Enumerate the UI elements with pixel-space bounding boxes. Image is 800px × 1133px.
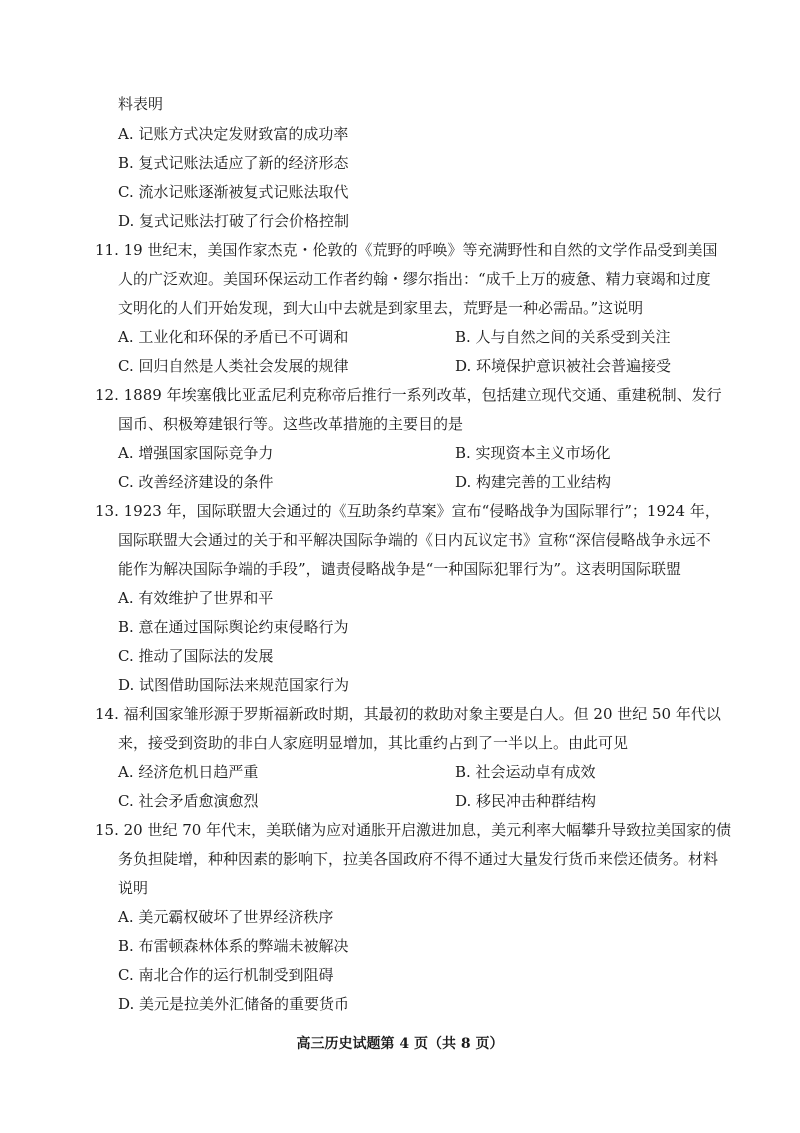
q10-option-b: B. 复式记账法适应了新的经济形态 (118, 154, 349, 172)
q13-option-a: A. 有效维护了世界和平 (118, 589, 274, 607)
q13-stem-line-1: 13. 1923 年，国际联盟大会通过的《互助条约草案》宣布“侵略战争为国际罪行”；1924 年， (95, 502, 720, 520)
q13-stem-line-2: 国际联盟大会通过的关于和平解决国际争端的《日内瓦议定书》宣称“深信侵略战争永远不 (118, 531, 711, 549)
q13-stem-line-3: 能作为解决国际争端的手段”，谴责侵略战争是“一种国际犯罪行为”。这表明国际联盟 (118, 560, 682, 578)
q15-option-c: C. 南北合作的运行机制受到阻碍 (118, 966, 334, 984)
q11-option-a: A. 工业化和环保的矛盾已不可调和 (118, 328, 349, 346)
q14-option-d: D. 移民冲击种群结构 (455, 792, 597, 810)
q15-option-b: B. 布雷顿森林体系的弊端未被解决 (118, 937, 349, 955)
q11-option-d: D. 环境保护意识被社会普遍接受 (455, 357, 672, 375)
q12-option-d: D. 构建完善的工业结构 (455, 473, 612, 491)
q12-option-c: C. 改善经济建设的条件 (118, 473, 274, 491)
q12-stem-line-1: 12. 1889 年埃塞俄比亚孟尼利克称帝后推行一系列改革，包括建立现代交通、重建税制、发行 (95, 386, 722, 404)
q10-option-c: C. 流水记账逐渐被复式记账法取代 (118, 183, 349, 201)
q11-stem-line-1: 11. 19 世纪末，美国作家杰克・伦敦的《荒野的呼唤》等充满野性和自然的文学作品受到美国 (95, 241, 718, 259)
q15-stem-line-2: 务负担陡增，种种因素的影响下，拉美各国政府不得不通过大量发行货币来偿还债务。材料 (118, 850, 719, 868)
page-footer: 高三历史试题第 4 页（共 8 页） (296, 1036, 504, 1052)
q15-stem-line-3: 说明 (118, 879, 149, 897)
q14-option-b: B. 社会运动卓有成效 (455, 763, 596, 781)
q10-option-d: D. 复式记账法打破了行会价格控制 (118, 212, 350, 230)
q11-option-b: B. 人与自然之间的关系受到关注 (455, 328, 671, 346)
q13-option-d: D. 试图借助国际法来规范国家行为 (118, 676, 350, 694)
q14-option-c: C. 社会矛盾愈演愈烈 (118, 792, 259, 810)
q15-option-a: A. 美元霸权破坏了世界经济秩序 (118, 908, 334, 926)
q13-option-b: B. 意在通过国际舆论约束侵略行为 (118, 618, 349, 636)
q15-stem-line-1: 15. 20 世纪 70 年代末，美联储为应对通胀开启激进加息，美元利率大幅攀升导致拉美国家的债 (95, 821, 732, 839)
q12-option-a: A. 增强国家国际竞争力 (118, 444, 274, 462)
q10-option-a: A. 记账方式决定发财致富的成功率 (118, 125, 349, 143)
q11-option-c: C. 回归自然是人类社会发展的规律 (118, 357, 349, 375)
q13-option-c: C. 推动了国际法的发展 (118, 647, 274, 665)
q12-stem-line-2: 国币、积极筹建银行等。这些改革措施的主要目的是 (118, 415, 464, 433)
q15-option-d: D. 美元是拉美外汇储备的重要货币 (118, 995, 350, 1013)
q11-stem-line-3: 文明化的人们开始发现，到大山中去就是到家里去，荒野是一种必需品。”这说明 (118, 299, 644, 317)
q14-option-a: A. 经济危机日趋严重 (118, 763, 259, 781)
q14-stem-line-1: 14. 福利国家雏形源于罗斯福新政时期，其最初的救助对象主要是白人。但 20 世纪 50 年代以 (95, 705, 721, 723)
q11-stem-line-2: 人的广泛欢迎。美国环保运动工作者约翰・缪尔指出：“成千上万的疲惫、精力衰竭和过度 (118, 270, 711, 288)
q12-option-b: B. 实现资本主义市场化 (455, 444, 611, 462)
q14-stem-line-2: 来，接受到资助的非白人家庭明显增加，其比重约占到了一半以上。由此可见 (118, 734, 629, 752)
q10-stem-tail: 料表明 (118, 95, 164, 113)
